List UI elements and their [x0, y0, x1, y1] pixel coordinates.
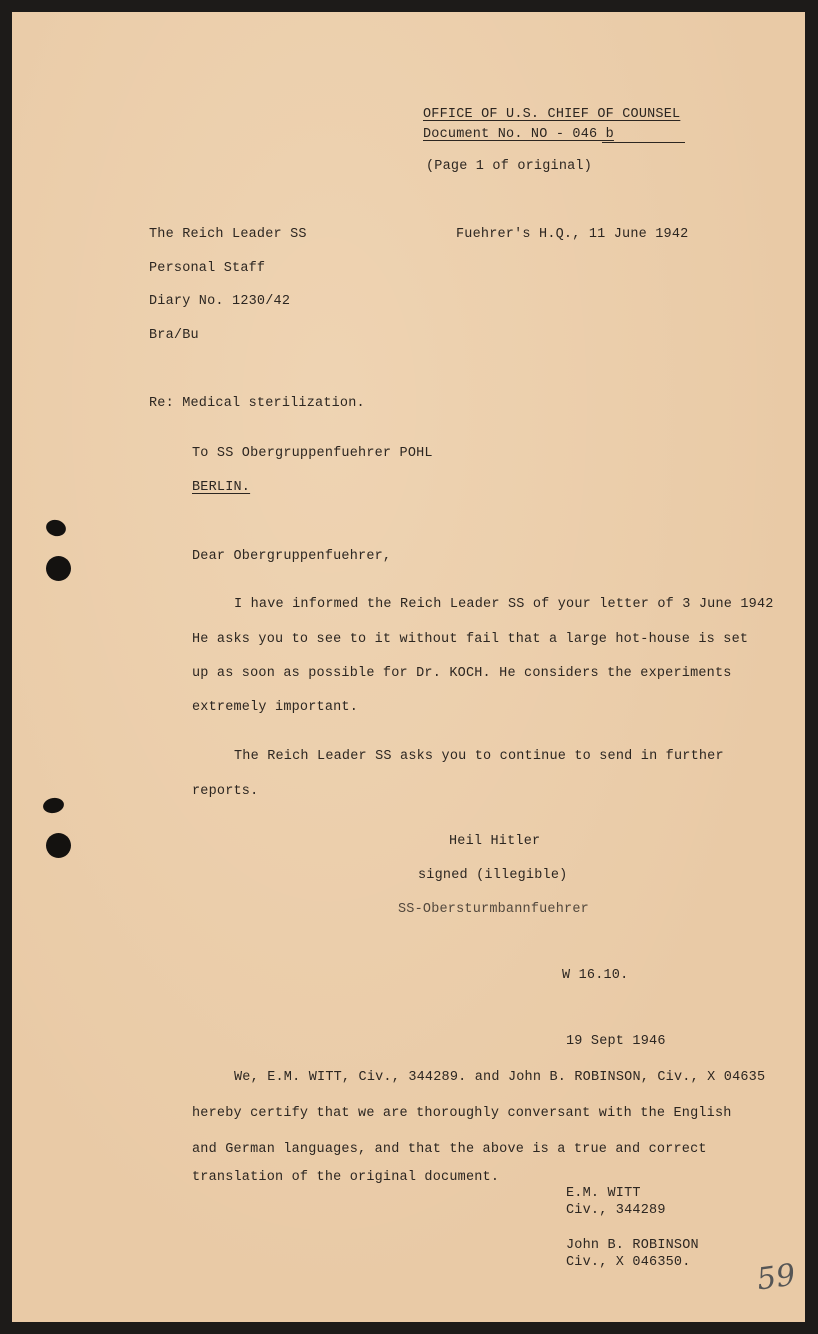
recipient-city: BERLIN. [192, 480, 251, 495]
signatory-1-name: E.M. WITT [566, 1186, 641, 1201]
certification-line: and German languages, and that the above is a true and correct [192, 1142, 707, 1157]
document-number: Document No. NO - 046 b [423, 127, 614, 142]
body-line: The Reich Leader SS asks you to continue to send in further [234, 749, 724, 764]
closing-greeting: Heil Hitler [449, 834, 541, 849]
punch-hole-2 [46, 833, 71, 858]
salutation: Dear Obergruppenfuehrer, [192, 549, 392, 564]
subject-line: Re: Medical sterilization. [149, 396, 365, 411]
certification-line: We, E.M. WITT, Civ., 344289. and John B. ROBINSON, Civ., X 04635 [234, 1070, 766, 1085]
punch-hole-tab-2 [42, 796, 65, 814]
punch-hole-1 [46, 556, 71, 581]
signatory-1-id: Civ., 344289 [566, 1203, 666, 1218]
certification-line: translation of the original document. [192, 1170, 500, 1185]
recipient-line-1: To SS Obergruppenfuehrer POHL [192, 446, 433, 461]
page-number: 59 [754, 1257, 798, 1298]
sender-line-2: Personal Staff [149, 261, 266, 276]
sender-line-3: Diary No. 1230/42 [149, 294, 291, 309]
document-number-rule [602, 142, 685, 143]
body-line: up as soon as possible for Dr. KOCH. He considers the experiments [192, 666, 732, 681]
body-line: extremely important. [192, 700, 359, 715]
closing-signed: signed (illegible) [418, 868, 568, 883]
closing-mark: W 16.10. [562, 968, 629, 983]
body-line: I have informed the Reich Leader SS of your letter of 3 June 1942 [234, 597, 774, 612]
body-line: He asks you to see to it without fail that a large hot-house is set [192, 632, 749, 647]
office-heading: OFFICE OF U.S. CHIEF OF COUNSEL [423, 107, 681, 122]
body-line: reports. [192, 784, 259, 799]
place-date: Fuehrer's H.Q., 11 June 1942 [456, 227, 689, 242]
sender-line-4: Bra/Bu [149, 328, 199, 343]
document-page [12, 12, 805, 1322]
punch-hole-tab-1 [44, 518, 67, 539]
signatory-2-name: John B. ROBINSON [566, 1238, 699, 1253]
page-note: (Page 1 of original) [426, 159, 593, 174]
certification-date: 19 Sept 1946 [566, 1034, 666, 1049]
certification-line: hereby certify that we are thoroughly conversant with the English [192, 1106, 732, 1121]
closing-rank: SS-Obersturmbannfuehrer [398, 902, 589, 917]
signatory-2-id: Civ., X 046350. [566, 1255, 691, 1270]
sender-line-1: The Reich Leader SS [149, 227, 307, 242]
